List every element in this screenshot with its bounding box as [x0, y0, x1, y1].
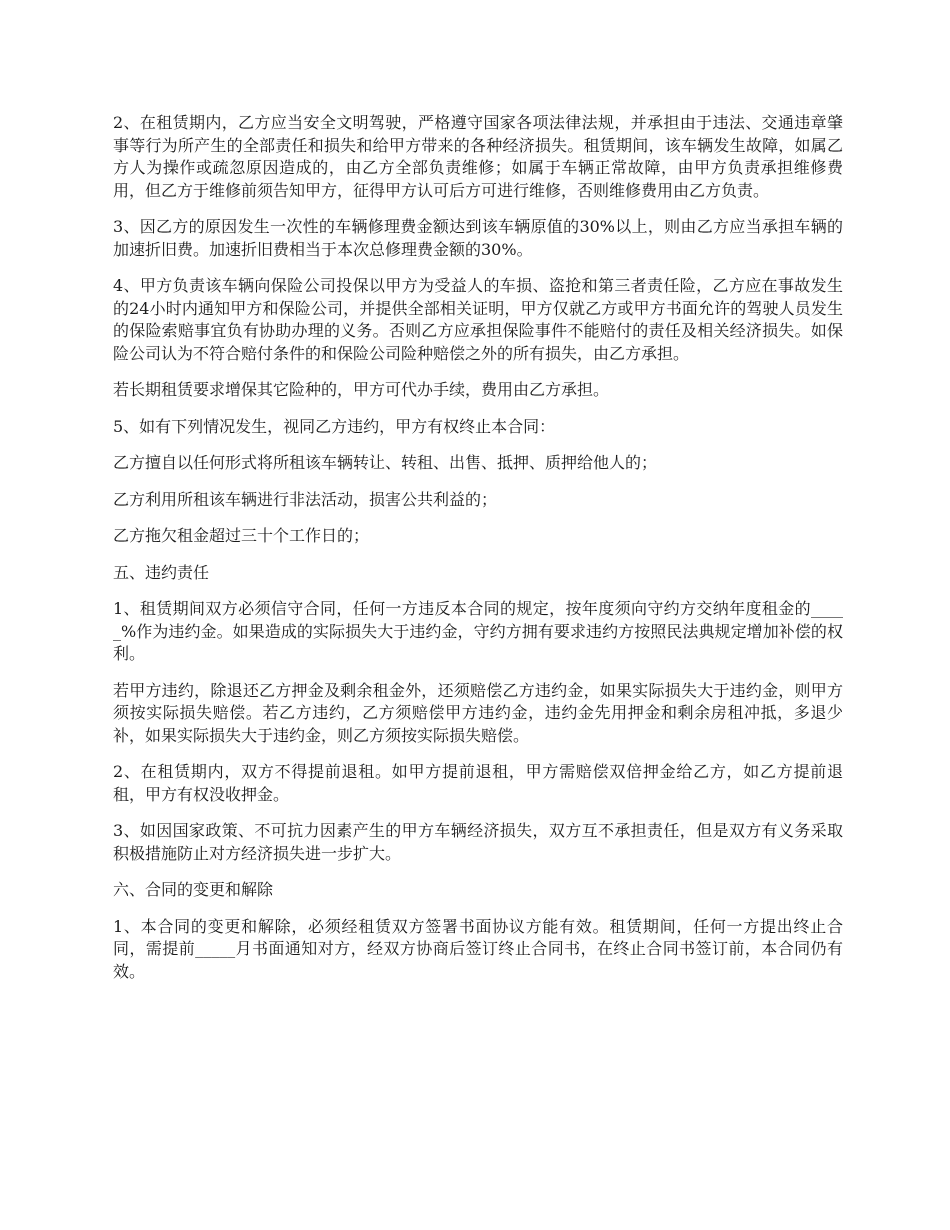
section-heading-liability: 五、违约责任: [113, 562, 210, 582]
breach-item-transfer: 乙方擅自以任何形式将所租该车辆转让、转租、出售、抵押、质押给他人的；: [113, 453, 658, 472]
clause-5-breach-conditions: 5、如有下列情况发生，视同乙方违约，甲方有权终止本合同：: [113, 416, 556, 436]
modification-clause-1: 1、本合同的变更和解除，必须经租赁双方签署书面协议方能有效。租赁期间，任何一方提出终止合同，需提前_____月书面通知对方，经双方协商后签订终止合同书，在终止合同书签订前，本合同仍有效。: [113, 916, 843, 981]
liability-clause-1: 1、租赁期间双方必须信守合同，任何一方违反本合同的规定，按年度须向守约方交纳年度租金的_____%作为违约金。如果造成的实际损失大于违约金，守约方拥有要求违约方按照民法典规定增加补偿的权利。: [113, 599, 843, 663]
liability-clause-2: 2、在租赁期内，双方不得提前退租。如甲方提前退租，甲方需赔偿双倍押金给乙方，如乙方提前退租，甲方有权没收押金。: [113, 762, 843, 804]
document-body: [113, 112, 843, 997]
clause-4-insurance: 4、甲方负责该车辆向保险公司投保以甲方为受益人的车损、盗抢和第三者责任险，乙方应在事故发生的24小时内通知甲方和保险公司，并提供全部相关证明，甲方仅就乙方或甲方书面允许的驾驶人员发生的保险索赔事宜负有协助办理的义务。否则乙方应承担保险事件不能赔付的责任及相关经济损失。如保险公司认为不符合赔付条件的和保险公司险种赔偿之外的所有损失，由乙方承担。: [113, 276, 843, 363]
liability-clause-3: 3、如因国家政策、不可抗力因素产生的甲方车辆经济损失，双方互不承担责任，但是双方有义务采取积极措施防止对方经济损失进一步扩大。: [113, 821, 843, 863]
breach-item-rent-arrears: 乙方拖欠租金超过三十个工作日的；: [113, 526, 370, 545]
additional-insurance-note: 若长期租赁要求增保其它险种的，甲方可代办手续，费用由乙方承担。: [113, 380, 610, 399]
section-heading-modification: 六、合同的变更和解除: [113, 880, 274, 899]
breach-item-illegal-use: 乙方利用所租该车辆进行非法活动，损害公共利益的；: [113, 489, 498, 509]
clause-3-depreciation: 3、因乙方的原因发生一次性的车辆修理费金额达到该车辆原值的30%以上，则由乙方应当承担车辆的加速折旧费。加速折旧费相当于本次总修理费金额的30%。: [113, 217, 843, 259]
clause-2-driving-liability: 2、在租赁期内，乙方应当安全文明驾驶，严格遵守国家各项法律法规，并承担由于违法、交通违章肇事等行为所产生的全部责任和损失和给甲方带来的各种经济损失。租赁期间，该车辆发生故障，如属乙方人为操作或疏忽原因造成的，由乙方全部负责维修；如属于车辆正常故障，由甲方负责承担维修费用，但乙方于维修前须告知甲方，征得甲方认可后方可进行维修，否则维修费用由乙方负责。: [113, 113, 843, 200]
liability-party-breach: 若甲方违约，除退还乙方押金及剩余租金外，还须赔偿乙方违约金，如果实际损失大于违约金，则甲方须按实际损失赔偿。若乙方违约，乙方须赔偿甲方违约金，违约金先用押金和剩余房租冲抵，多退少补，如果实际损失大于违约金，则乙方须按实际损失赔偿。: [113, 680, 843, 745]
